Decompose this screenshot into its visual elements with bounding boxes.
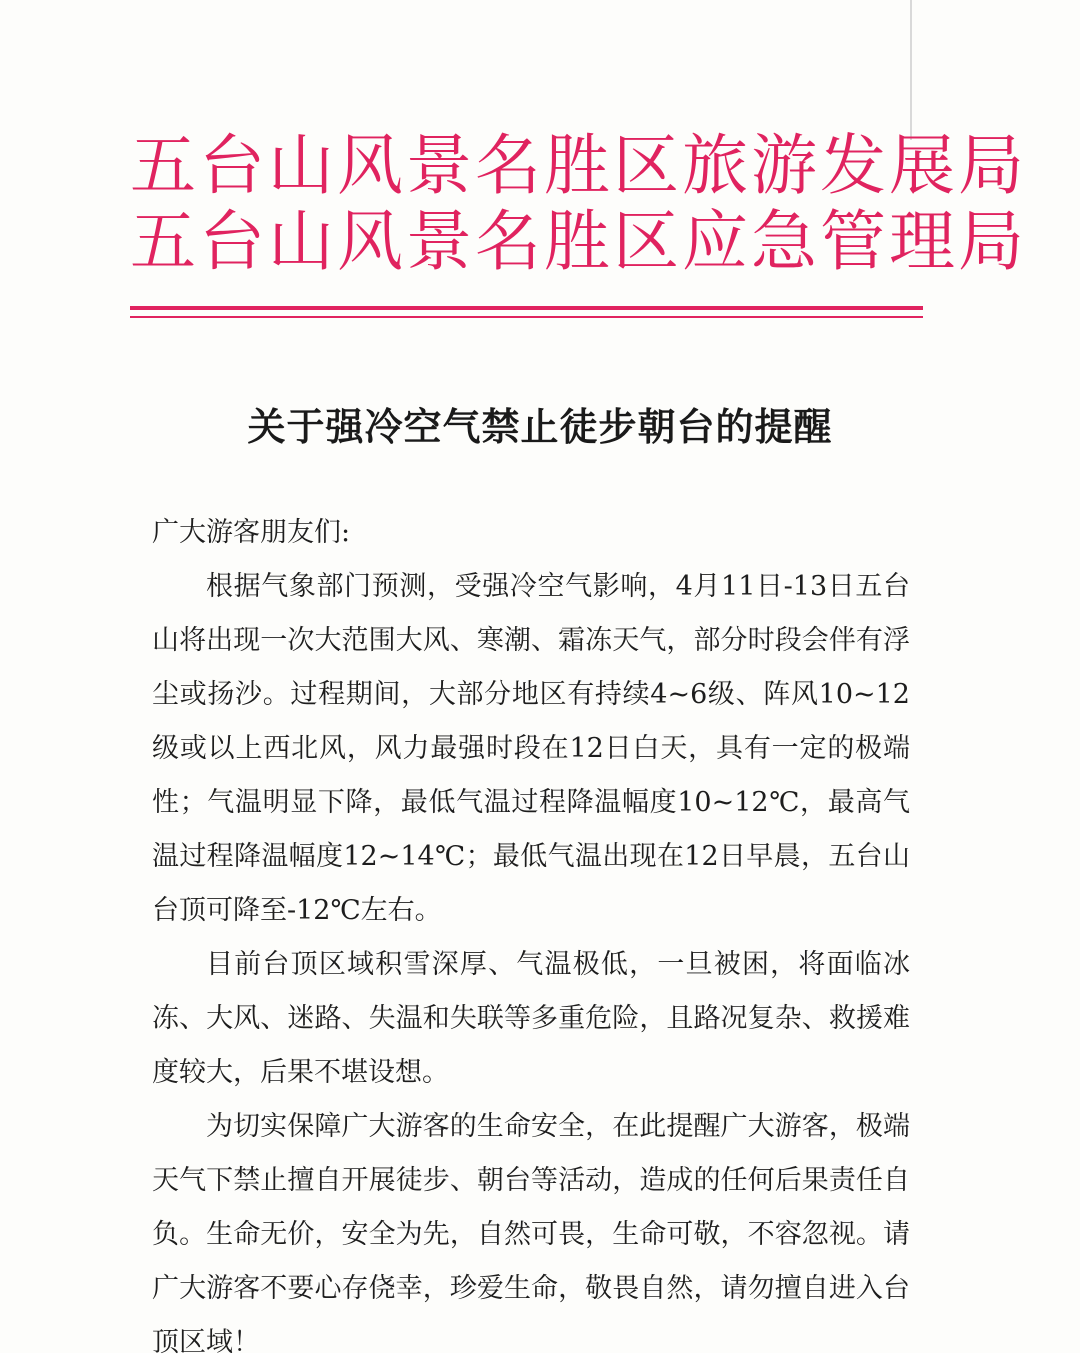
letterhead xyxy=(130,127,1027,280)
scan-edge-line xyxy=(910,0,912,140)
letterhead-rule-thick xyxy=(130,306,923,310)
paragraph-danger: 目前台顶区域积雪深厚、气温极低，一旦被困，将面临冰冻、大风、迷路、失温和失联等多重危险，且路况复杂、救援难度较大，后果不堪设想。 xyxy=(152,949,910,1088)
notice-title: 关于强冷空气禁止徒步朝台的提醒 xyxy=(247,404,833,449)
letterhead-line-1: 五台山风景名胜区旅游发展局 xyxy=(130,127,1027,204)
letterhead-rule-thin xyxy=(130,316,923,318)
letterhead-line-2: 五台山风景名胜区应急管理局 xyxy=(130,203,1027,280)
paragraph-warning: 为切实保障广大游客的生命安全，在此提醒广大游客，极端天气下禁止擅自开展徒步、朝台等活动，造成的任何后果责任自负。生命无价，安全为先，自然可畏，生命可敬，不容忽视。请广大游客不要心存侥幸，珍爱生命，敬畏自然，请勿擅自进入台顶区域！ xyxy=(152,1111,910,1358)
paragraph-forecast: 根据气象部门预测，受强冷空气影响，4月11日-13日五台山将出现一次大范围大风、寒潮、霜冻天气，部分时段会伴有浮尘或扬沙。过程期间，大部分地区有持续4~6级、阵风10~12级或以上西北风，风力最强时段在12日白天，具有一定的极端性；气温明显下降，最低气温过程降温幅度10~12℃，最高气温过程降温幅度12~14℃；最低气温出现在12日早晨，五台山台顶可降至-12℃左右。 xyxy=(152,571,910,926)
salutation: 广大游客朋友们: xyxy=(152,517,351,548)
notice-body xyxy=(152,506,910,1370)
